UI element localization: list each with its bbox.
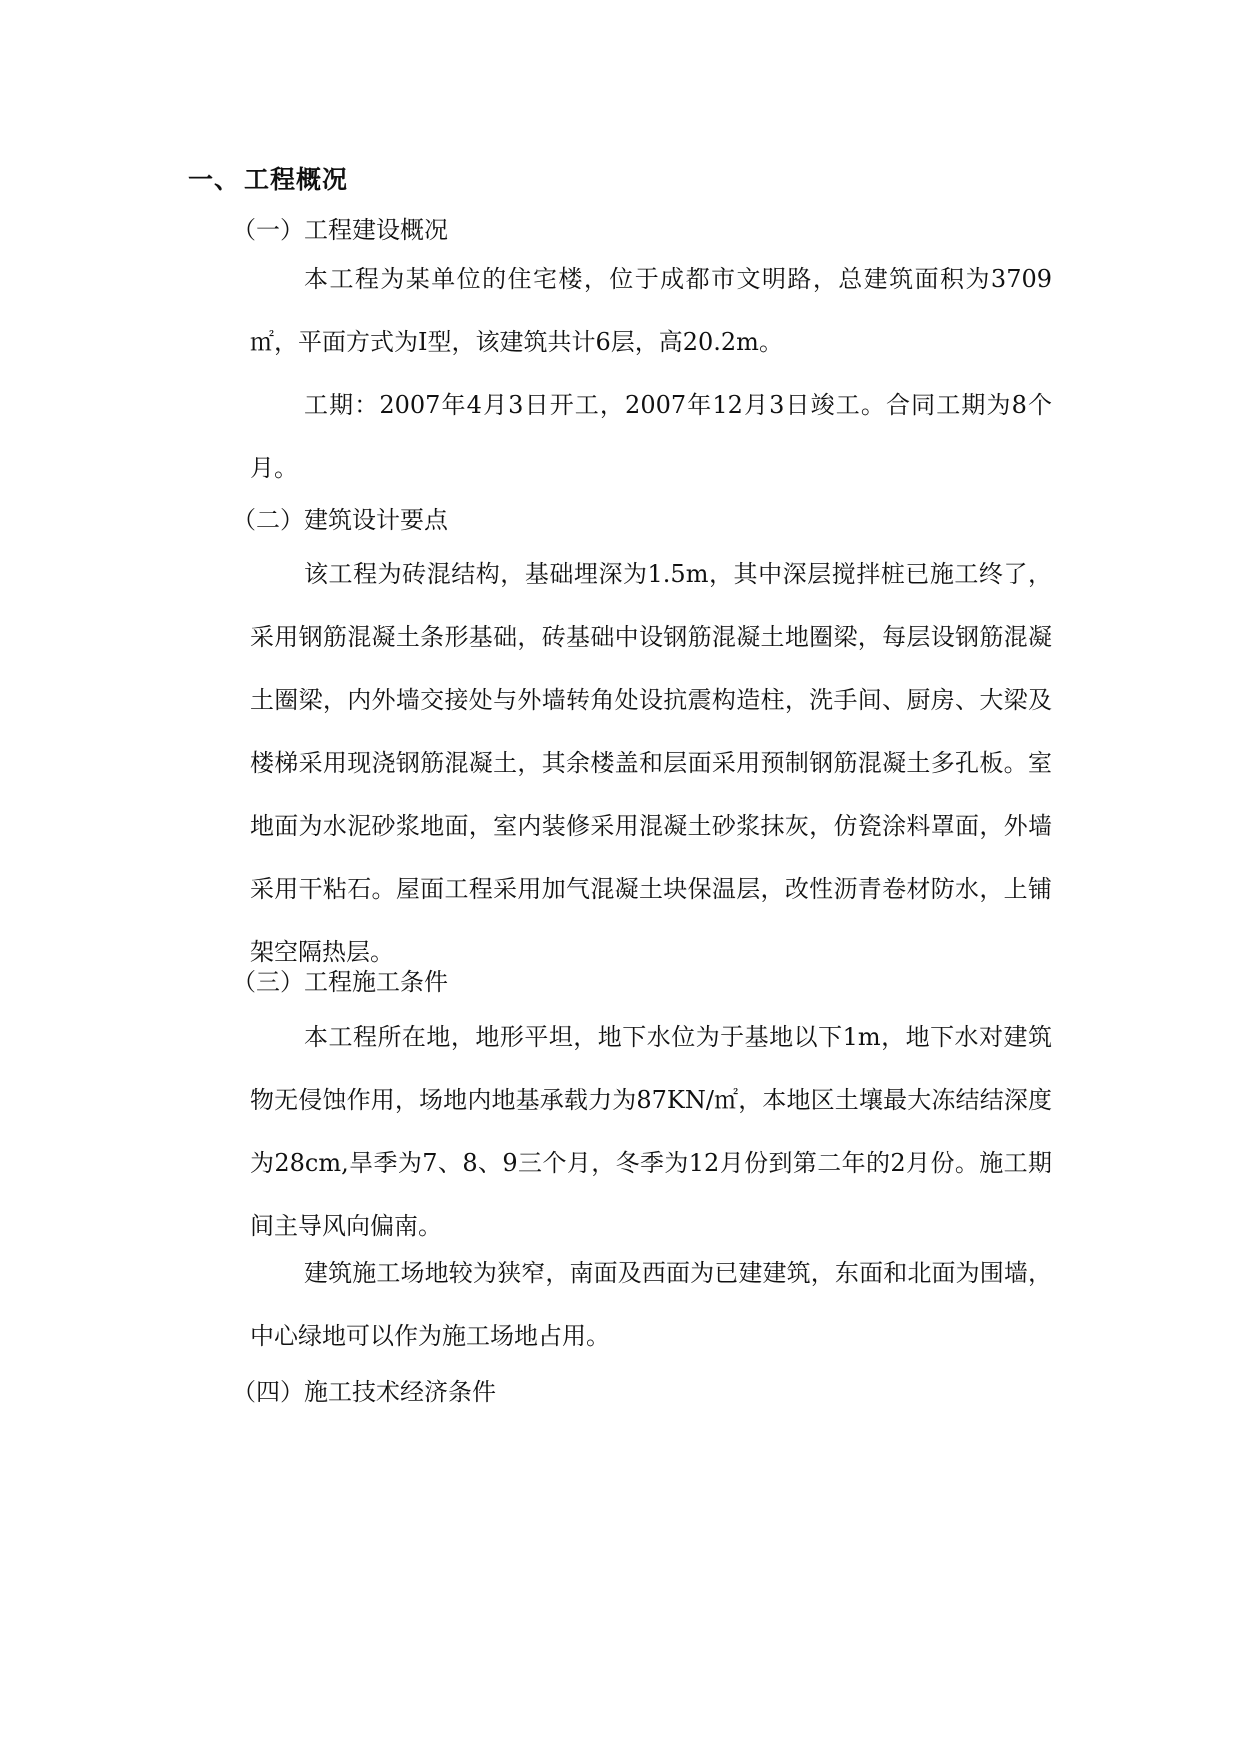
subsection-heading-4: （四）施工技术经济条件: [232, 1378, 496, 1406]
section-heading: [188, 160, 348, 200]
paragraph-schedule: 工期：2007年4月3日开工，2007年12月3日竣工。合同工期为8个月。: [250, 391, 1052, 482]
subsection-heading-3: （三）工程施工条件: [232, 968, 448, 996]
paragraph-project-overview: 本工程为某单位的住宅楼，位于成都市文明路，总建筑面积为3709㎡，平面方式为Ⅰ型，该建筑共计6层，高20.2m。: [250, 265, 1052, 356]
paragraph-design-points: 该工程为砖混结构，基础埋深为1.5m，其中深层搅拌桩已施工终了，采用钢筋混凝土条形基础，砖基础中设钢筋混凝土地圈梁，每层设钢筋混凝土圈梁，内外墙交接处与外墙转角处设抗震构造柱，洗手间、厨房、大梁及楼梯采用现浇钢筋混凝土，其余楼盖和层面采用预制钢筋混凝土多孔板。室地面为水泥砂浆地面，室内装修采用混凝土砂浆抹灰，仿瓷涂料罩面，外墙采用干粘石。屋面工程采用加气混凝土块保温层，改性沥青卷材防水，上铺架空隔热层。: [250, 560, 1052, 966]
section-number: 一、: [188, 165, 241, 194]
subsection-heading-1: （一）工程建设概况: [232, 216, 448, 244]
paragraph-site-conditions: 本工程所在地，地形平坦，地下水位为于基地以下1m，地下水对建筑物无侵蚀作用，场地内地基承载力为87KN/㎡，本地区土壤最大冻结结深度为28cm,旱季为7、8、9三个月，冬季为12月份到第二年的2月份。施工期间主导风向偏南。: [250, 1023, 1052, 1240]
paragraph-site-layout: 建筑施工场地较为狭窄，南面及西面为已建建筑，东面和北面为围墙，中心绿地可以作为施工场地占用。: [250, 1259, 1052, 1350]
section-title: 工程概况: [244, 165, 349, 194]
subsection-heading-2: （二）建筑设计要点: [232, 506, 448, 534]
